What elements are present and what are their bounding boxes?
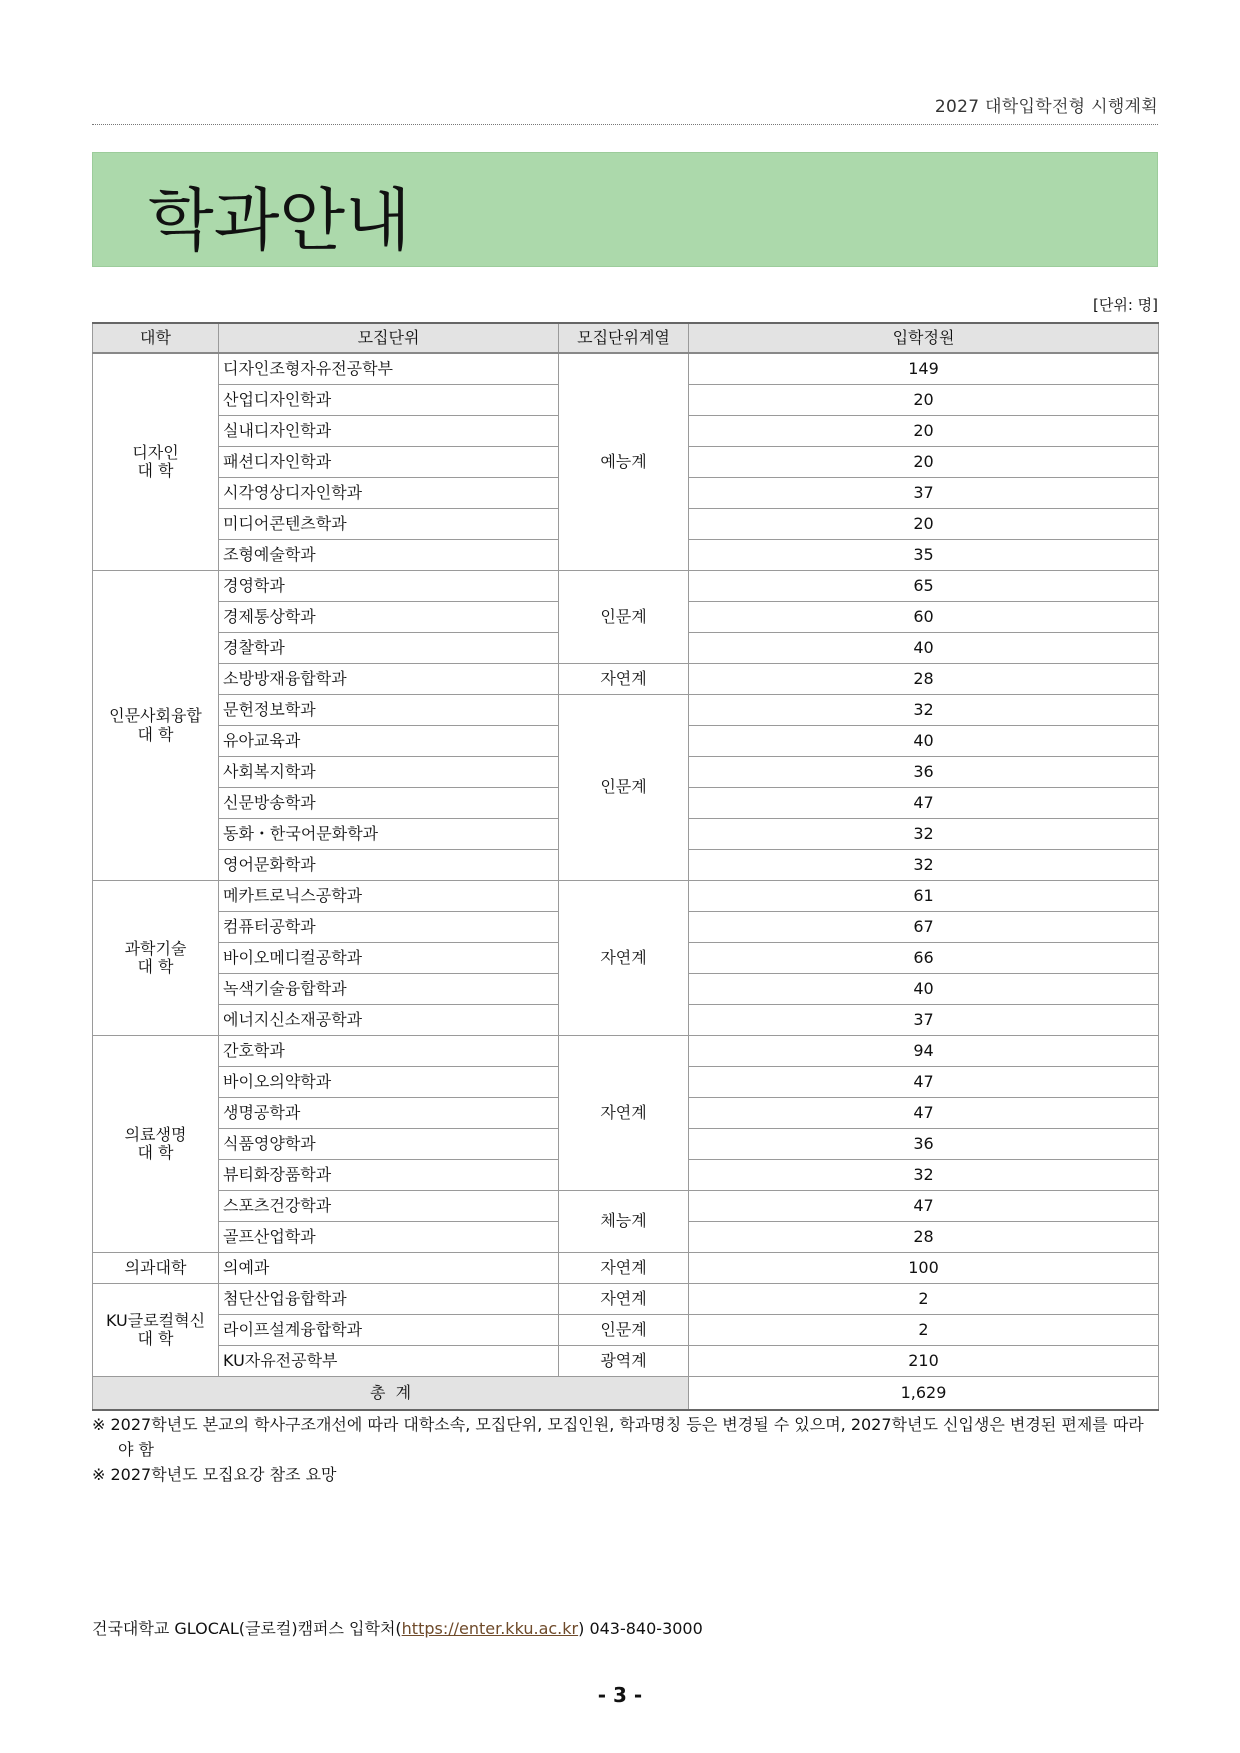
quota-cell: 47 (689, 788, 1159, 819)
quota-cell: 32 (689, 819, 1159, 850)
footer-suffix: ) 043-840-3000 (578, 1619, 703, 1638)
track-cell: 인문계 (559, 571, 689, 664)
header-unit: 모집단위 (219, 323, 559, 353)
running-header: 2027 대학입학전형 시행계획 (934, 97, 1158, 117)
unit-cell: 사회복지학과 (219, 757, 559, 788)
unit-cell: 문헌정보학과 (219, 695, 559, 726)
unit-cell: 간호학과 (219, 1036, 559, 1067)
department-table (92, 322, 1159, 1411)
unit-cell: 산업디자인학과 (219, 385, 559, 416)
quota-cell: 35 (689, 540, 1159, 571)
table-row (93, 1346, 1159, 1377)
track-cell: 자연계 (559, 881, 689, 1036)
quota-cell: 40 (689, 726, 1159, 757)
footer (92, 1616, 703, 1639)
table-row (93, 881, 1159, 912)
college-name: 의료생명 (124, 1124, 187, 1144)
note-2: ※ 2027학년도 모집요강 참조 요망 (92, 1465, 337, 1484)
unit-cell: 에너지신소재공학과 (219, 1005, 559, 1036)
unit-cell: 경제통상학과 (219, 602, 559, 633)
track-cell: 자연계 (559, 1253, 689, 1284)
quota-cell: 40 (689, 633, 1159, 664)
college-cell (93, 1253, 219, 1284)
unit-cell: 소방방재융합학과 (219, 664, 559, 695)
college-cell (93, 1284, 219, 1377)
quota-cell: 47 (689, 1191, 1159, 1222)
quota-cell: 36 (689, 1129, 1159, 1160)
quota-cell: 66 (689, 943, 1159, 974)
unit-cell: 메카트로닉스공학과 (219, 881, 559, 912)
quota-cell: 2 (689, 1284, 1159, 1315)
unit-cell: 동화・한국어문화학과 (219, 819, 559, 850)
quota-cell: 32 (689, 850, 1159, 881)
table-row (93, 1315, 1159, 1346)
table-body (93, 353, 1159, 1377)
quota-cell: 20 (689, 447, 1159, 478)
unit-cell: 유아교육과 (219, 726, 559, 757)
unit-cell: 라이프설계융합학과 (219, 1315, 559, 1346)
unit-cell: 경찰학과 (219, 633, 559, 664)
quota-cell: 60 (689, 602, 1159, 633)
unit-cell: 녹색기술융합학과 (219, 974, 559, 1005)
quota-cell: 65 (689, 571, 1159, 602)
unit-cell: 뷰티화장품학과 (219, 1160, 559, 1191)
title-banner (92, 152, 1158, 267)
unit-label: [단위: 명] (1093, 296, 1158, 314)
table-row (93, 1191, 1159, 1222)
table-row (93, 1036, 1159, 1067)
table-header-row (93, 323, 1159, 353)
track-cell: 인문계 (559, 695, 689, 881)
quota-cell: 36 (689, 757, 1159, 788)
table-row (93, 1284, 1159, 1315)
table-row (93, 664, 1159, 695)
total-row (93, 1377, 1159, 1411)
college-suffix: 대 학 (137, 724, 174, 744)
table-row (93, 571, 1159, 602)
college-suffix: 대 학 (137, 1329, 174, 1348)
header-divider (92, 124, 1158, 125)
quota-cell: 47 (689, 1098, 1159, 1129)
track-cell: 광역계 (559, 1346, 689, 1377)
unit-cell: KU자유전공학부 (219, 1346, 559, 1377)
track-cell: 자연계 (559, 1284, 689, 1315)
unit-cell: 조형예술학과 (219, 540, 559, 571)
quota-cell: 37 (689, 478, 1159, 509)
quota-cell: 94 (689, 1036, 1159, 1067)
quota-cell: 20 (689, 509, 1159, 540)
quota-cell: 32 (689, 695, 1159, 726)
college-cell (93, 881, 219, 1036)
table-row (93, 695, 1159, 726)
college-suffix: 대 학 (137, 957, 174, 976)
quota-cell: 28 (689, 664, 1159, 695)
quota-cell: 37 (689, 1005, 1159, 1036)
quota-cell: 67 (689, 912, 1159, 943)
college-name: 과학기술 (124, 938, 187, 958)
unit-cell: 바이오메디컬공학과 (219, 943, 559, 974)
note-1: ※ 2027학년도 본교의 학사구조개선에 따라 대학소속, 모집단위, 모집인원, 학과명칭 등은 변경될 수 있으며, 2027학년도 신입생은 변경된 편제를 따라야 함 (92, 1415, 1144, 1459)
quota-cell: 20 (689, 385, 1159, 416)
unit-cell: 식품영양학과 (219, 1129, 559, 1160)
quota-cell: 61 (689, 881, 1159, 912)
college-suffix: 대 학 (137, 1143, 174, 1162)
college-name: 디자인 (132, 442, 179, 462)
unit-cell: 스포츠건강학과 (219, 1191, 559, 1222)
table-row (93, 1253, 1159, 1284)
college-cell (93, 1036, 219, 1253)
unit-cell: 미디어콘텐츠학과 (219, 509, 559, 540)
unit-cell: 경영학과 (219, 571, 559, 602)
track-cell: 자연계 (559, 1036, 689, 1191)
header-quota: 입학정원 (689, 323, 1159, 353)
table-row (93, 353, 1159, 385)
quota-cell: 28 (689, 1222, 1159, 1253)
college-name: 인문사회융합 (109, 706, 202, 726)
footer-link[interactable]: https://enter.kku.ac.kr (401, 1619, 579, 1638)
college-cell (93, 571, 219, 881)
total-value: 1,629 (689, 1377, 1159, 1411)
quota-cell: 32 (689, 1160, 1159, 1191)
unit-cell: 바이오의약학과 (219, 1067, 559, 1098)
track-cell: 체능계 (559, 1191, 689, 1253)
college-name: 의과대학 (124, 1257, 187, 1277)
page-number: - 3 - (597, 1683, 643, 1707)
unit-cell: 의예과 (219, 1253, 559, 1284)
header-track: 모집단위계열 (559, 323, 689, 353)
header-college: 대학 (93, 323, 219, 353)
college-name: KU글로컬혁신 (105, 1310, 206, 1330)
quota-cell: 20 (689, 416, 1159, 447)
footer-prefix: 건국대학교 GLOCAL(글로컬)캠퍼스 입학처( (92, 1619, 402, 1638)
page-title: 학과안내 (148, 182, 411, 261)
track-cell: 인문계 (559, 1315, 689, 1346)
unit-cell: 시각영상디자인학과 (219, 478, 559, 509)
unit-cell: 디자인조형자유전공학부 (219, 353, 559, 385)
quota-cell: 40 (689, 974, 1159, 1005)
notes (92, 1412, 1158, 1487)
college-suffix: 대 학 (137, 461, 174, 480)
unit-cell: 컴퓨터공학과 (219, 912, 559, 943)
college-cell (93, 353, 219, 571)
quota-cell: 2 (689, 1315, 1159, 1346)
track-cell: 자연계 (559, 664, 689, 695)
quota-cell: 100 (689, 1253, 1159, 1284)
unit-cell: 첨단산업융합학과 (219, 1284, 559, 1315)
quota-cell: 210 (689, 1346, 1159, 1377)
unit-cell: 생명공학과 (219, 1098, 559, 1129)
unit-cell: 영어문화학과 (219, 850, 559, 881)
total-label: 총 계 (93, 1377, 689, 1411)
unit-cell: 실내디자인학과 (219, 416, 559, 447)
unit-cell: 패션디자인학과 (219, 447, 559, 478)
quota-cell: 47 (689, 1067, 1159, 1098)
unit-cell: 골프산업학과 (219, 1222, 559, 1253)
quota-cell: 149 (689, 353, 1159, 385)
track-cell: 예능계 (559, 353, 689, 571)
unit-cell: 신문방송학과 (219, 788, 559, 819)
